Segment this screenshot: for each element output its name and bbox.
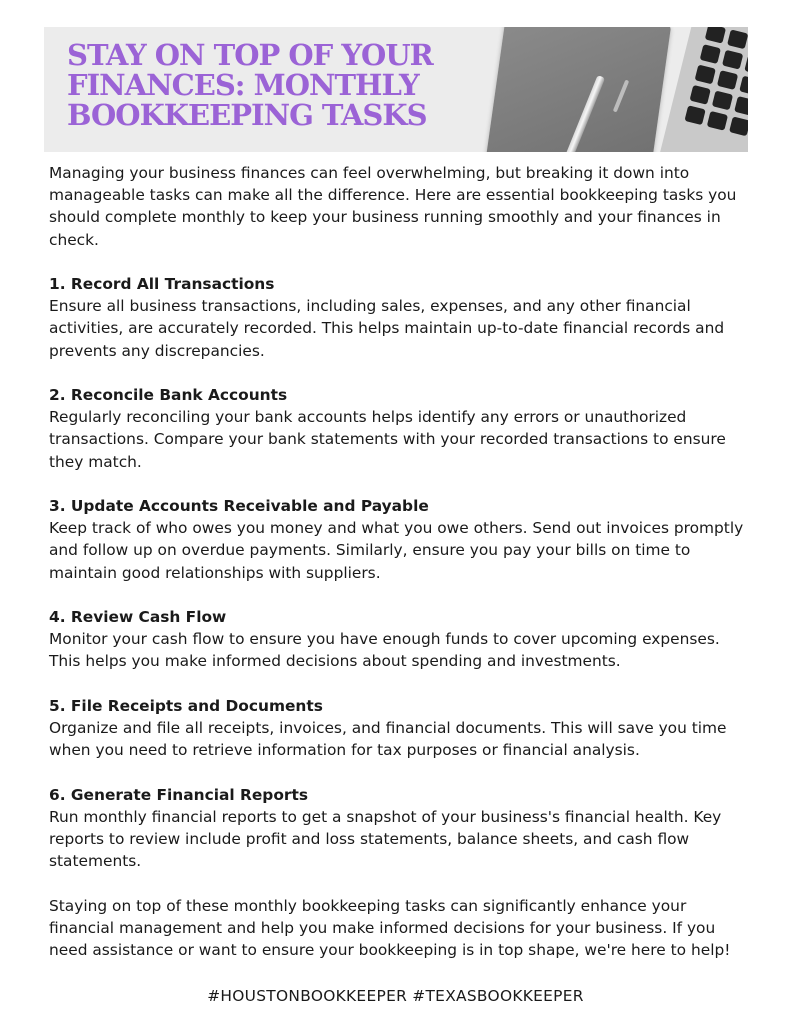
article-body <box>49 162 749 983</box>
task-heading: 4. Review Cash Flow <box>49 608 227 626</box>
task-section-record <box>49 273 749 362</box>
task-heading: 1. Record All Transactions <box>49 275 275 293</box>
task-body: Ensure all business transactions, including sales, expenses, and any other financial activities, are accurately recorded. This helps maintain up-to-date financial records and prevents any discrepancies. <box>49 297 725 360</box>
task-section-receivable-payable <box>49 495 749 584</box>
intro-paragraph: Managing your business finances can feel overwhelming, but breaking it down into manageable tasks can make all the difference. Here are essential bookkeeping tasks you should complete monthly to keep your business running smoothly and your finances in check. <box>49 164 737 249</box>
title-line-3: BOOKKEEPING TASKS <box>67 98 427 132</box>
task-section-cash-flow <box>49 606 749 673</box>
task-body: Monitor your cash flow to ensure you have enough funds to cover upcoming expenses. This helps you make informed decisions about spending and investments. <box>49 630 720 671</box>
task-heading: 2. Reconcile Bank Accounts <box>49 386 288 404</box>
hashtags-footer: #HOUSTONBOOKKEEPER #TEXASBOOKKEEPER <box>207 987 584 1005</box>
task-body: Run monthly financial reports to get a snapshot of your business's financial health. Key reports to review include profit and loss statements, balance sheets, and cash flow statements. <box>49 807 722 871</box>
task-heading: 6. Generate Financial Reports <box>49 785 309 804</box>
keyboard-keys <box>684 27 748 142</box>
task-heading: 5. File Receipts and Documents <box>49 696 323 715</box>
task-body: Regularly reconciling your bank accounts helps identify any errors or unauthorized transactions. Compare your bank statements with your recorded transactions to ensure they match. <box>49 408 726 471</box>
page-title <box>67 40 487 130</box>
laptop-keyboard-image <box>659 27 748 152</box>
task-body: Organize and file all receipts, invoices, and financial documents. This will save you time when you need to retrieve information for tax purposes or financial analysis. <box>49 719 727 760</box>
title-line-2: FINANCES: MONTHLY <box>67 68 419 102</box>
task-section-reports <box>49 784 749 873</box>
task-body: Keep track of who owes you money and what you owe others. Send out invoices promptly and follow up on overdue payments. Similarly, ensure you pay your bills on time to maintain good relationships with suppliers. <box>49 519 744 582</box>
title-line-1: STAY ON TOP OF YOUR <box>67 38 433 72</box>
closing-paragraph: Staying on top of these monthly bookkeeping tasks can significantly enhance your financial management and help you make informed decisions for your business. If you need assistance or want to ensure your bookkeeping is in top shape, we're here to help! <box>49 896 731 959</box>
header-banner <box>44 27 748 152</box>
task-section-receipts <box>49 695 749 762</box>
task-heading: 3. Update Accounts Receivable and Payable <box>49 497 429 515</box>
task-section-reconcile <box>49 384 749 473</box>
